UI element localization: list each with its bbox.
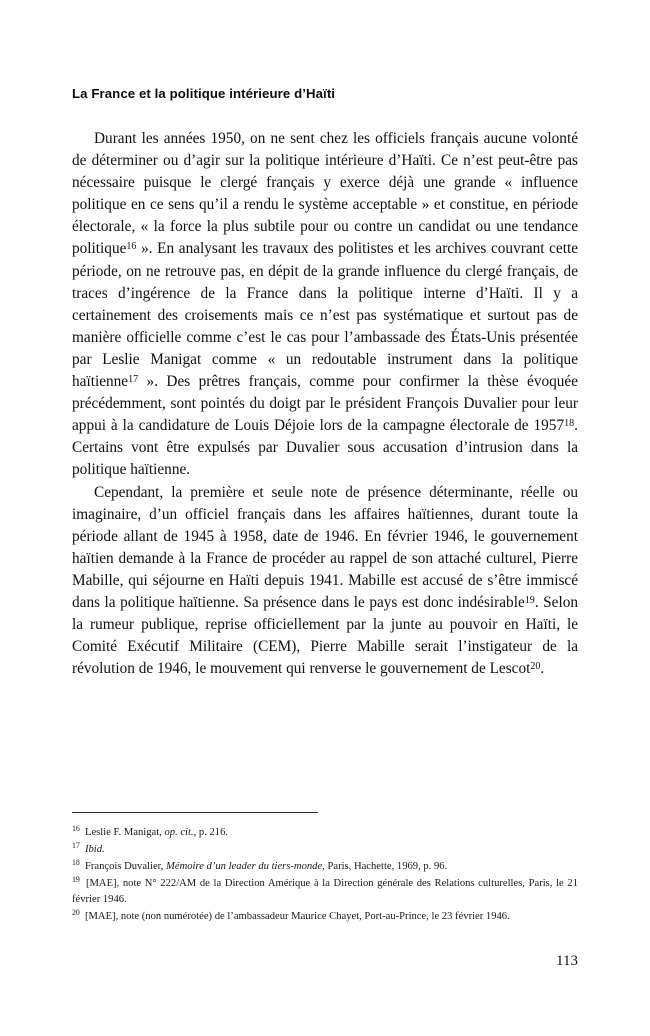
footnote-number: 17 [72,841,80,851]
body-paragraph: Cependant, la première et seule note de présence déterminante, réelle ou imaginaire, d’un officiel français dans les affaires haïtiennes, durant toute la période allant de 1945 à 1958, date de 1946. En février 1946, le gouvernement haïtien demande à la France de procéder au rappel de son attaché culturel, Pierre Mabille, qui séjourne en Haïti depuis 1941. Mabille est accusé de s’être immiscé dans la politique haïtienne. Sa présence dans le pays est donc indésirable$^{19}$. Selon la rumeur publique, reprise officiellement par la junte au pouvoir en Haïti, le Comité Exécutif Militaire (CEM), Pierre Mabille serait l’instigateur de la révolution de 1946, le mouvement qui renverse le gouvernement de Lescot$^{20}$. [72,483,578,678]
footnote-number: 16 [72,824,80,834]
footnote-number: 20 [72,908,80,918]
footnote-separator-rule [72,812,318,813]
footnote-reference[interactable]: 17 [128,373,139,385]
footnote-number: 18 [72,858,80,868]
footnote-block [72,812,578,925]
italic-text: Mémoire d’un leader du tiers-monde [166,860,323,872]
italic-text: op. cit. [164,827,194,838]
footnote-reference[interactable]: 20 [530,661,541,673]
footnote-reference[interactable]: 19 [524,594,535,606]
footnote-item: $^{20}$ [MAE], note (non numérotée) de l’ambassadeur Maurice Chayet, Port-au-Prince, le 23 février 1946. [72,908,510,922]
footnote-item [72,842,578,858]
page-title: La France et la politique intérieure d’Haïti [72,86,336,101]
footnote-item: $^{16}$ Leslie F. Manigat, op. cit., p. 216. [72,824,229,838]
footnote-reference[interactable]: 16 [126,241,137,253]
italic-text: Ibid. [84,843,105,855]
page-number: 113 [556,953,578,969]
footnote-item: $^{19}$ [MAE], note N° 222/AM de la Direction Amérique à la Direction générale des Relations culturelles, Paris, le 21 février 1946. [72,875,578,905]
body-paragraph: Durant les années 1950, on ne sent chez les officiels français aucune volonté de déterminer ou d’agir sur la politique intérieure d’Haïti. Ce n’est peut-être pas nécessaire puisque le clergé français y exerce déjà une grande « influence politique en ce sens qu’il a rendu le système acceptable » et constitue, en période électorale, « la force la plus subtile pour ou contre un candidat ou une tendance politique$^{16}$ ». En analysant les travaux des politistes et les archives couvrant cette période, on ne retrouve pas, en dépit de la grande influence du clergé français, de traces d’ingérence de la France dans la politique interne d’Haïti. Il y a certainement des croisements mais ce n’est pas systématique et surtout pas de manière officielle comme c’est le cas pour l’ambassade des États-Unis présentée par Leslie Manigat comme « un redoutable instrument dans la politique haïtienne$^{17}$ ». Des prêtres français, comme pour confirmer la thèse évoquée précédemment, sont pointés du doigt par le président François Duvalier pour leur appui à la candidature de Louis Déjoie lors de la campagne électorale de 1957$^{18}$. Certains vont être expulsés par Duvalier sous accusation d’intrusion dans la politique haïtienne. [72,130,578,479]
footnote-list [72,825,578,924]
footnote-reference[interactable]: 18 [564,417,575,429]
page-content [72,86,578,680]
body-text-container [72,128,578,680]
footnote-item: $^{18}$ François Duvalier, Mémoire d’un leader du tiers-monde, Paris, Hachette, 1969, p. 96. [72,858,448,872]
footnote-number: 19 [72,875,80,885]
